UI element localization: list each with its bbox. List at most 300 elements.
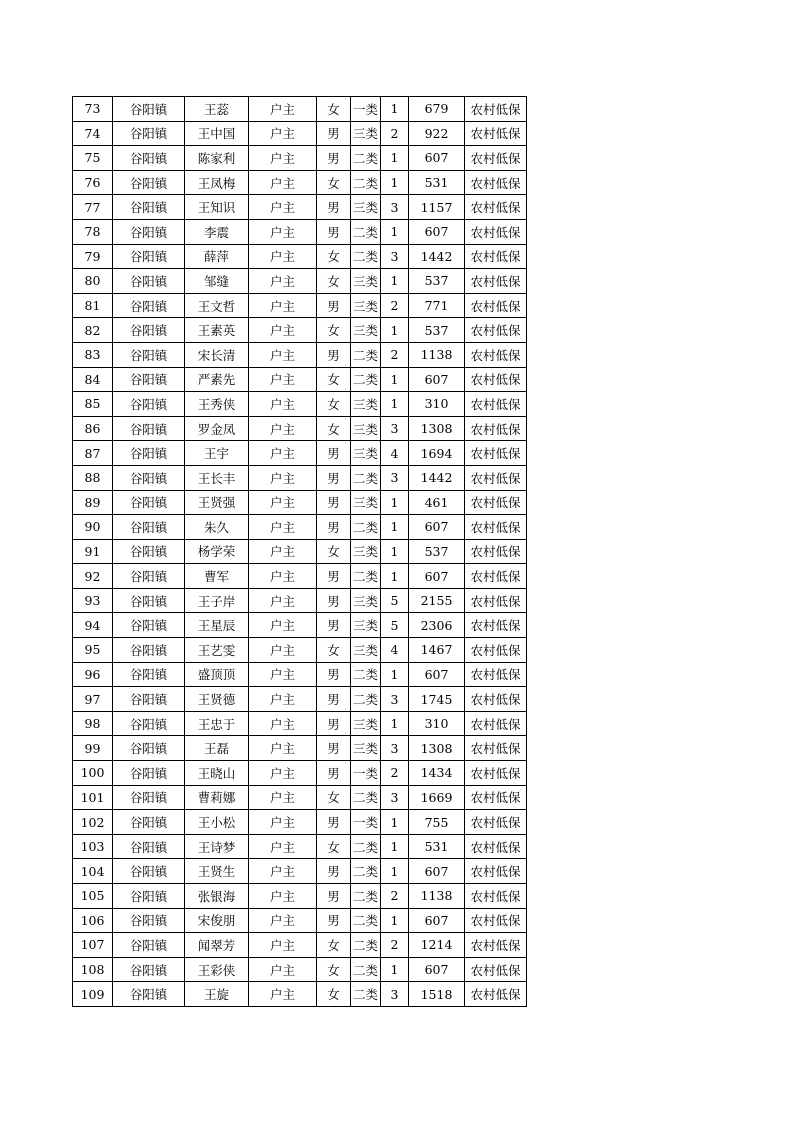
cell-row-number: 88 (73, 465, 113, 490)
cell-household-size: 3 (381, 465, 409, 490)
cell-household-size: 3 (381, 244, 409, 269)
table-row (73, 638, 527, 663)
cell-gender: 男 (317, 810, 351, 835)
cell-assistance-type: 农村低保 (465, 441, 527, 466)
cell-category: 三类 (351, 613, 381, 638)
cell-category: 三类 (351, 293, 381, 318)
cell-town: 谷阳镇 (113, 490, 185, 515)
cell-town: 谷阳镇 (113, 367, 185, 392)
cell-household-size: 2 (381, 933, 409, 958)
cell-row-number: 76 (73, 170, 113, 195)
cell-category: 二类 (351, 662, 381, 687)
cell-amount: 1442 (409, 244, 465, 269)
cell-relation: 户主 (249, 515, 317, 540)
cell-gender: 男 (317, 490, 351, 515)
cell-town: 谷阳镇 (113, 97, 185, 122)
cell-household-size: 3 (381, 687, 409, 712)
cell-amount: 1694 (409, 441, 465, 466)
table-row (73, 687, 527, 712)
table-row (73, 539, 527, 564)
cell-row-number: 79 (73, 244, 113, 269)
cell-household-size: 1 (381, 146, 409, 171)
cell-amount: 1138 (409, 342, 465, 367)
cell-name: 王小松 (185, 810, 249, 835)
cell-category: 二类 (351, 146, 381, 171)
cell-amount: 1138 (409, 884, 465, 909)
cell-name: 王长丰 (185, 465, 249, 490)
cell-name: 王忠于 (185, 711, 249, 736)
cell-household-size: 1 (381, 810, 409, 835)
table-row (73, 195, 527, 220)
cell-town: 谷阳镇 (113, 810, 185, 835)
cell-household-size: 4 (381, 441, 409, 466)
cell-relation: 户主 (249, 588, 317, 613)
cell-gender: 女 (317, 539, 351, 564)
cell-name: 盛顶顶 (185, 662, 249, 687)
cell-name: 曹莉娜 (185, 785, 249, 810)
cell-household-size: 1 (381, 957, 409, 982)
cell-amount: 607 (409, 859, 465, 884)
cell-gender: 男 (317, 293, 351, 318)
cell-relation: 户主 (249, 834, 317, 859)
cell-town: 谷阳镇 (113, 416, 185, 441)
cell-row-number: 80 (73, 269, 113, 294)
cell-name: 王素英 (185, 318, 249, 343)
cell-category: 二类 (351, 219, 381, 244)
cell-gender: 男 (317, 342, 351, 367)
table-row (73, 933, 527, 958)
cell-assistance-type: 农村低保 (465, 293, 527, 318)
cell-category: 三类 (351, 736, 381, 761)
cell-name: 王秀侠 (185, 392, 249, 417)
cell-amount: 1467 (409, 638, 465, 663)
cell-town: 谷阳镇 (113, 761, 185, 786)
cell-household-size: 1 (381, 392, 409, 417)
table-row (73, 588, 527, 613)
cell-category: 二类 (351, 564, 381, 589)
cell-category: 三类 (351, 638, 381, 663)
table-row (73, 908, 527, 933)
cell-amount: 679 (409, 97, 465, 122)
cell-row-number: 86 (73, 416, 113, 441)
cell-amount: 1157 (409, 195, 465, 220)
cell-gender: 女 (317, 367, 351, 392)
table-row (73, 711, 527, 736)
cell-relation: 户主 (249, 982, 317, 1007)
cell-gender: 女 (317, 269, 351, 294)
cell-town: 谷阳镇 (113, 687, 185, 712)
cell-household-size: 1 (381, 711, 409, 736)
cell-name: 王贤生 (185, 859, 249, 884)
cell-town: 谷阳镇 (113, 908, 185, 933)
cell-household-size: 1 (381, 908, 409, 933)
cell-assistance-type: 农村低保 (465, 195, 527, 220)
cell-household-size: 1 (381, 170, 409, 195)
cell-category: 二类 (351, 884, 381, 909)
cell-relation: 户主 (249, 342, 317, 367)
table-row (73, 416, 527, 441)
cell-row-number: 87 (73, 441, 113, 466)
cell-relation: 户主 (249, 687, 317, 712)
cell-name: 王知识 (185, 195, 249, 220)
cell-household-size: 1 (381, 662, 409, 687)
cell-amount: 531 (409, 170, 465, 195)
cell-relation: 户主 (249, 564, 317, 589)
table-row (73, 662, 527, 687)
table-row (73, 564, 527, 589)
cell-category: 二类 (351, 933, 381, 958)
cell-amount: 537 (409, 269, 465, 294)
cell-name: 薛萍 (185, 244, 249, 269)
cell-category: 二类 (351, 244, 381, 269)
cell-relation: 户主 (249, 195, 317, 220)
cell-relation: 户主 (249, 884, 317, 909)
table-body (73, 97, 527, 1007)
cell-assistance-type: 农村低保 (465, 736, 527, 761)
cell-relation: 户主 (249, 490, 317, 515)
cell-name: 王子岸 (185, 588, 249, 613)
cell-household-size: 1 (381, 539, 409, 564)
cell-assistance-type: 农村低保 (465, 711, 527, 736)
cell-category: 二类 (351, 834, 381, 859)
cell-row-number: 73 (73, 97, 113, 122)
cell-category: 二类 (351, 957, 381, 982)
cell-name: 王文哲 (185, 293, 249, 318)
cell-gender: 男 (317, 515, 351, 540)
cell-name: 杨学荣 (185, 539, 249, 564)
cell-gender: 男 (317, 687, 351, 712)
table-row (73, 785, 527, 810)
cell-town: 谷阳镇 (113, 613, 185, 638)
cell-category: 二类 (351, 170, 381, 195)
table-row (73, 121, 527, 146)
cell-assistance-type: 农村低保 (465, 834, 527, 859)
cell-name: 朱久 (185, 515, 249, 540)
cell-row-number: 109 (73, 982, 113, 1007)
cell-row-number: 85 (73, 392, 113, 417)
table-row (73, 97, 527, 122)
cell-name: 王诗梦 (185, 834, 249, 859)
cell-gender: 男 (317, 588, 351, 613)
cell-amount: 1518 (409, 982, 465, 1007)
cell-household-size: 2 (381, 761, 409, 786)
cell-gender: 男 (317, 859, 351, 884)
cell-row-number: 83 (73, 342, 113, 367)
cell-gender: 女 (317, 392, 351, 417)
cell-household-size: 1 (381, 834, 409, 859)
cell-gender: 男 (317, 564, 351, 589)
cell-amount: 2306 (409, 613, 465, 638)
cell-category: 二类 (351, 785, 381, 810)
cell-relation: 户主 (249, 465, 317, 490)
cell-household-size: 1 (381, 97, 409, 122)
cell-gender: 男 (317, 146, 351, 171)
cell-name: 王蕊 (185, 97, 249, 122)
cell-household-size: 1 (381, 564, 409, 589)
cell-row-number: 93 (73, 588, 113, 613)
cell-amount: 1745 (409, 687, 465, 712)
cell-assistance-type: 农村低保 (465, 244, 527, 269)
cell-town: 谷阳镇 (113, 957, 185, 982)
cell-gender: 女 (317, 638, 351, 663)
cell-town: 谷阳镇 (113, 539, 185, 564)
table-row (73, 736, 527, 761)
cell-category: 三类 (351, 490, 381, 515)
cell-town: 谷阳镇 (113, 785, 185, 810)
cell-town: 谷阳镇 (113, 293, 185, 318)
cell-assistance-type: 农村低保 (465, 810, 527, 835)
cell-assistance-type: 农村低保 (465, 859, 527, 884)
cell-assistance-type: 农村低保 (465, 638, 527, 663)
cell-town: 谷阳镇 (113, 859, 185, 884)
cell-gender: 男 (317, 662, 351, 687)
cell-relation: 户主 (249, 785, 317, 810)
cell-assistance-type: 农村低保 (465, 662, 527, 687)
cell-amount: 607 (409, 908, 465, 933)
cell-amount: 607 (409, 515, 465, 540)
cell-relation: 户主 (249, 318, 317, 343)
cell-gender: 女 (317, 834, 351, 859)
cell-gender: 男 (317, 884, 351, 909)
table-row (73, 465, 527, 490)
table-row (73, 219, 527, 244)
cell-gender: 男 (317, 736, 351, 761)
cell-category: 二类 (351, 342, 381, 367)
cell-relation: 户主 (249, 244, 317, 269)
cell-amount: 310 (409, 392, 465, 417)
cell-amount: 755 (409, 810, 465, 835)
cell-row-number: 107 (73, 933, 113, 958)
table-row (73, 146, 527, 171)
cell-assistance-type: 农村低保 (465, 515, 527, 540)
cell-category: 一类 (351, 761, 381, 786)
cell-row-number: 97 (73, 687, 113, 712)
cell-relation: 户主 (249, 810, 317, 835)
cell-town: 谷阳镇 (113, 834, 185, 859)
cell-category: 三类 (351, 441, 381, 466)
cell-relation: 户主 (249, 121, 317, 146)
cell-town: 谷阳镇 (113, 269, 185, 294)
cell-relation: 户主 (249, 219, 317, 244)
cell-household-size: 1 (381, 219, 409, 244)
table-row (73, 293, 527, 318)
cell-category: 二类 (351, 859, 381, 884)
table-row (73, 441, 527, 466)
cell-gender: 男 (317, 219, 351, 244)
cell-category: 二类 (351, 367, 381, 392)
cell-assistance-type: 农村低保 (465, 146, 527, 171)
cell-gender: 女 (317, 933, 351, 958)
cell-name: 王晓山 (185, 761, 249, 786)
cell-town: 谷阳镇 (113, 588, 185, 613)
cell-household-size: 3 (381, 785, 409, 810)
cell-row-number: 90 (73, 515, 113, 540)
cell-town: 谷阳镇 (113, 884, 185, 909)
cell-row-number: 105 (73, 884, 113, 909)
cell-relation: 户主 (249, 293, 317, 318)
cell-row-number: 104 (73, 859, 113, 884)
cell-amount: 1308 (409, 416, 465, 441)
cell-row-number: 103 (73, 834, 113, 859)
cell-category: 三类 (351, 588, 381, 613)
table-row (73, 367, 527, 392)
cell-category: 二类 (351, 982, 381, 1007)
cell-assistance-type: 农村低保 (465, 687, 527, 712)
cell-town: 谷阳镇 (113, 219, 185, 244)
cell-row-number: 75 (73, 146, 113, 171)
cell-row-number: 96 (73, 662, 113, 687)
cell-category: 二类 (351, 687, 381, 712)
cell-category: 三类 (351, 416, 381, 441)
table-row (73, 834, 527, 859)
cell-name: 王旋 (185, 982, 249, 1007)
cell-row-number: 95 (73, 638, 113, 663)
cell-name: 邹缝 (185, 269, 249, 294)
cell-relation: 户主 (249, 933, 317, 958)
cell-assistance-type: 农村低保 (465, 490, 527, 515)
cell-row-number: 81 (73, 293, 113, 318)
cell-row-number: 102 (73, 810, 113, 835)
cell-household-size: 2 (381, 121, 409, 146)
cell-gender: 男 (317, 441, 351, 466)
cell-town: 谷阳镇 (113, 736, 185, 761)
table-row (73, 982, 527, 1007)
cell-row-number: 78 (73, 219, 113, 244)
table-row (73, 318, 527, 343)
cell-amount: 607 (409, 146, 465, 171)
cell-town: 谷阳镇 (113, 146, 185, 171)
data-table-container (72, 96, 527, 1007)
cell-household-size: 5 (381, 588, 409, 613)
cell-amount: 771 (409, 293, 465, 318)
cell-category: 三类 (351, 269, 381, 294)
cell-row-number: 98 (73, 711, 113, 736)
cell-category: 三类 (351, 392, 381, 417)
cell-town: 谷阳镇 (113, 244, 185, 269)
cell-town: 谷阳镇 (113, 342, 185, 367)
cell-row-number: 84 (73, 367, 113, 392)
cell-row-number: 92 (73, 564, 113, 589)
cell-amount: 1308 (409, 736, 465, 761)
cell-relation: 户主 (249, 416, 317, 441)
cell-relation: 户主 (249, 367, 317, 392)
cell-name: 王贤强 (185, 490, 249, 515)
table-row (73, 810, 527, 835)
cell-household-size: 4 (381, 638, 409, 663)
cell-gender: 男 (317, 908, 351, 933)
cell-relation: 户主 (249, 859, 317, 884)
cell-household-size: 3 (381, 736, 409, 761)
cell-household-size: 2 (381, 342, 409, 367)
cell-assistance-type: 农村低保 (465, 465, 527, 490)
cell-assistance-type: 农村低保 (465, 761, 527, 786)
cell-category: 一类 (351, 810, 381, 835)
table-row (73, 269, 527, 294)
assistance-table (72, 96, 527, 1007)
cell-gender: 男 (317, 761, 351, 786)
cell-category: 二类 (351, 465, 381, 490)
cell-amount: 2155 (409, 588, 465, 613)
cell-relation: 户主 (249, 146, 317, 171)
cell-relation: 户主 (249, 957, 317, 982)
cell-town: 谷阳镇 (113, 465, 185, 490)
cell-assistance-type: 农村低保 (465, 121, 527, 146)
cell-name: 王凤梅 (185, 170, 249, 195)
cell-gender: 女 (317, 97, 351, 122)
cell-name: 王星辰 (185, 613, 249, 638)
cell-amount: 607 (409, 957, 465, 982)
cell-household-size: 1 (381, 318, 409, 343)
cell-assistance-type: 农村低保 (465, 170, 527, 195)
cell-row-number: 101 (73, 785, 113, 810)
cell-household-size: 2 (381, 293, 409, 318)
cell-category: 三类 (351, 318, 381, 343)
table-row (73, 613, 527, 638)
cell-category: 一类 (351, 97, 381, 122)
cell-name: 王宇 (185, 441, 249, 466)
cell-name: 张银海 (185, 884, 249, 909)
cell-name: 罗金凤 (185, 416, 249, 441)
table-row (73, 515, 527, 540)
cell-household-size: 1 (381, 859, 409, 884)
cell-assistance-type: 农村低保 (465, 884, 527, 909)
cell-row-number: 77 (73, 195, 113, 220)
cell-assistance-type: 农村低保 (465, 342, 527, 367)
cell-relation: 户主 (249, 441, 317, 466)
cell-relation: 户主 (249, 269, 317, 294)
cell-amount: 607 (409, 564, 465, 589)
cell-gender: 女 (317, 416, 351, 441)
cell-assistance-type: 农村低保 (465, 613, 527, 638)
cell-town: 谷阳镇 (113, 318, 185, 343)
cell-name: 陈家利 (185, 146, 249, 171)
cell-relation: 户主 (249, 638, 317, 663)
cell-name: 曹军 (185, 564, 249, 589)
cell-row-number: 89 (73, 490, 113, 515)
cell-amount: 310 (409, 711, 465, 736)
cell-town: 谷阳镇 (113, 711, 185, 736)
cell-row-number: 99 (73, 736, 113, 761)
cell-amount: 461 (409, 490, 465, 515)
cell-relation: 户主 (249, 908, 317, 933)
cell-gender: 男 (317, 465, 351, 490)
cell-name: 闻翠芳 (185, 933, 249, 958)
cell-assistance-type: 农村低保 (465, 269, 527, 294)
cell-gender: 男 (317, 195, 351, 220)
cell-name: 王贤德 (185, 687, 249, 712)
cell-town: 谷阳镇 (113, 392, 185, 417)
cell-household-size: 1 (381, 515, 409, 540)
cell-household-size: 5 (381, 613, 409, 638)
cell-assistance-type: 农村低保 (465, 392, 527, 417)
cell-household-size: 1 (381, 269, 409, 294)
cell-relation: 户主 (249, 711, 317, 736)
cell-assistance-type: 农村低保 (465, 982, 527, 1007)
cell-relation: 户主 (249, 736, 317, 761)
table-row (73, 392, 527, 417)
cell-household-size: 2 (381, 884, 409, 909)
table-row (73, 957, 527, 982)
cell-household-size: 3 (381, 195, 409, 220)
table-row (73, 490, 527, 515)
cell-category: 二类 (351, 515, 381, 540)
cell-town: 谷阳镇 (113, 982, 185, 1007)
cell-relation: 户主 (249, 392, 317, 417)
cell-name: 李震 (185, 219, 249, 244)
cell-row-number: 82 (73, 318, 113, 343)
cell-amount: 1214 (409, 933, 465, 958)
cell-name: 王彩侠 (185, 957, 249, 982)
